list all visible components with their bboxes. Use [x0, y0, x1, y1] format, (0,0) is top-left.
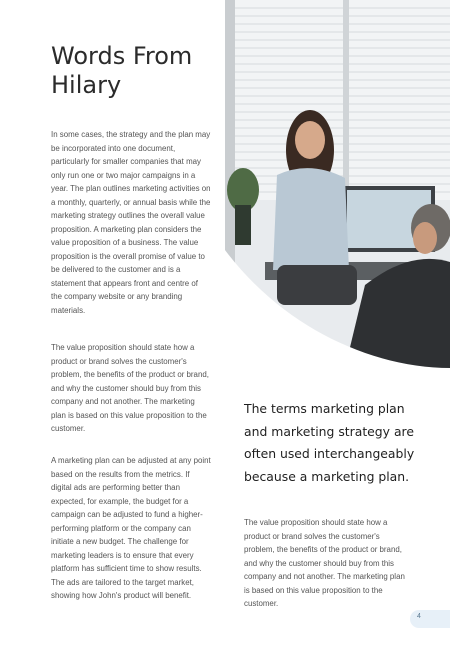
- body-paragraph-2: The value proposition should state how a product or brand solves the customer's problem, the benefits of the product or brand, and why the customer should buy from this company and not another. The marketing plan is based on this value proposition to the customer.: [51, 343, 209, 433]
- body-paragraph-1: In some cases, the strategy and the plan may be incorporated into one document, particularly for smaller companies that may only run one or two major campaigns in a year. The plan outlines marketing activities on a monthly, quarterly, or annual basis while the marketing strategy outlines the overall value proposition. A marketing plan considers the value proposition of a business. The value proposition is the overall promise of value to be delivered to the customer and is a statement that appears front and centre of the company website or any branding materials.: [51, 130, 211, 315]
- page-title: Words From Hilary: [51, 42, 193, 99]
- office-meeting-photo: [225, 0, 450, 368]
- pull-quote: The terms marketing plan and marketing strategy are often used interchangeably because a marketing plan.: [244, 401, 415, 484]
- right-paragraph: The value proposition should state how a product or brand solves the customer's problem, the benefits of the product or brand, and why the customer should buy from this company and not another. The marketing plan is based on this value proposition to the customer.: [244, 518, 405, 608]
- body-paragraph-3: A marketing plan can be adjusted at any point based on the results from the metrics. If digital ads are performing better than expected, for example, the budget for a campaign can be adjusted to fund a higher-performing platform or the company can initiate a new budget. The challenge for marketing leaders is to ensure that every platform has sufficient time to show results. The ads are tailored to the target market, showing how John's product will benefit.: [51, 456, 211, 600]
- page-number-badge: [410, 610, 450, 628]
- page-number: 4: [417, 613, 421, 620]
